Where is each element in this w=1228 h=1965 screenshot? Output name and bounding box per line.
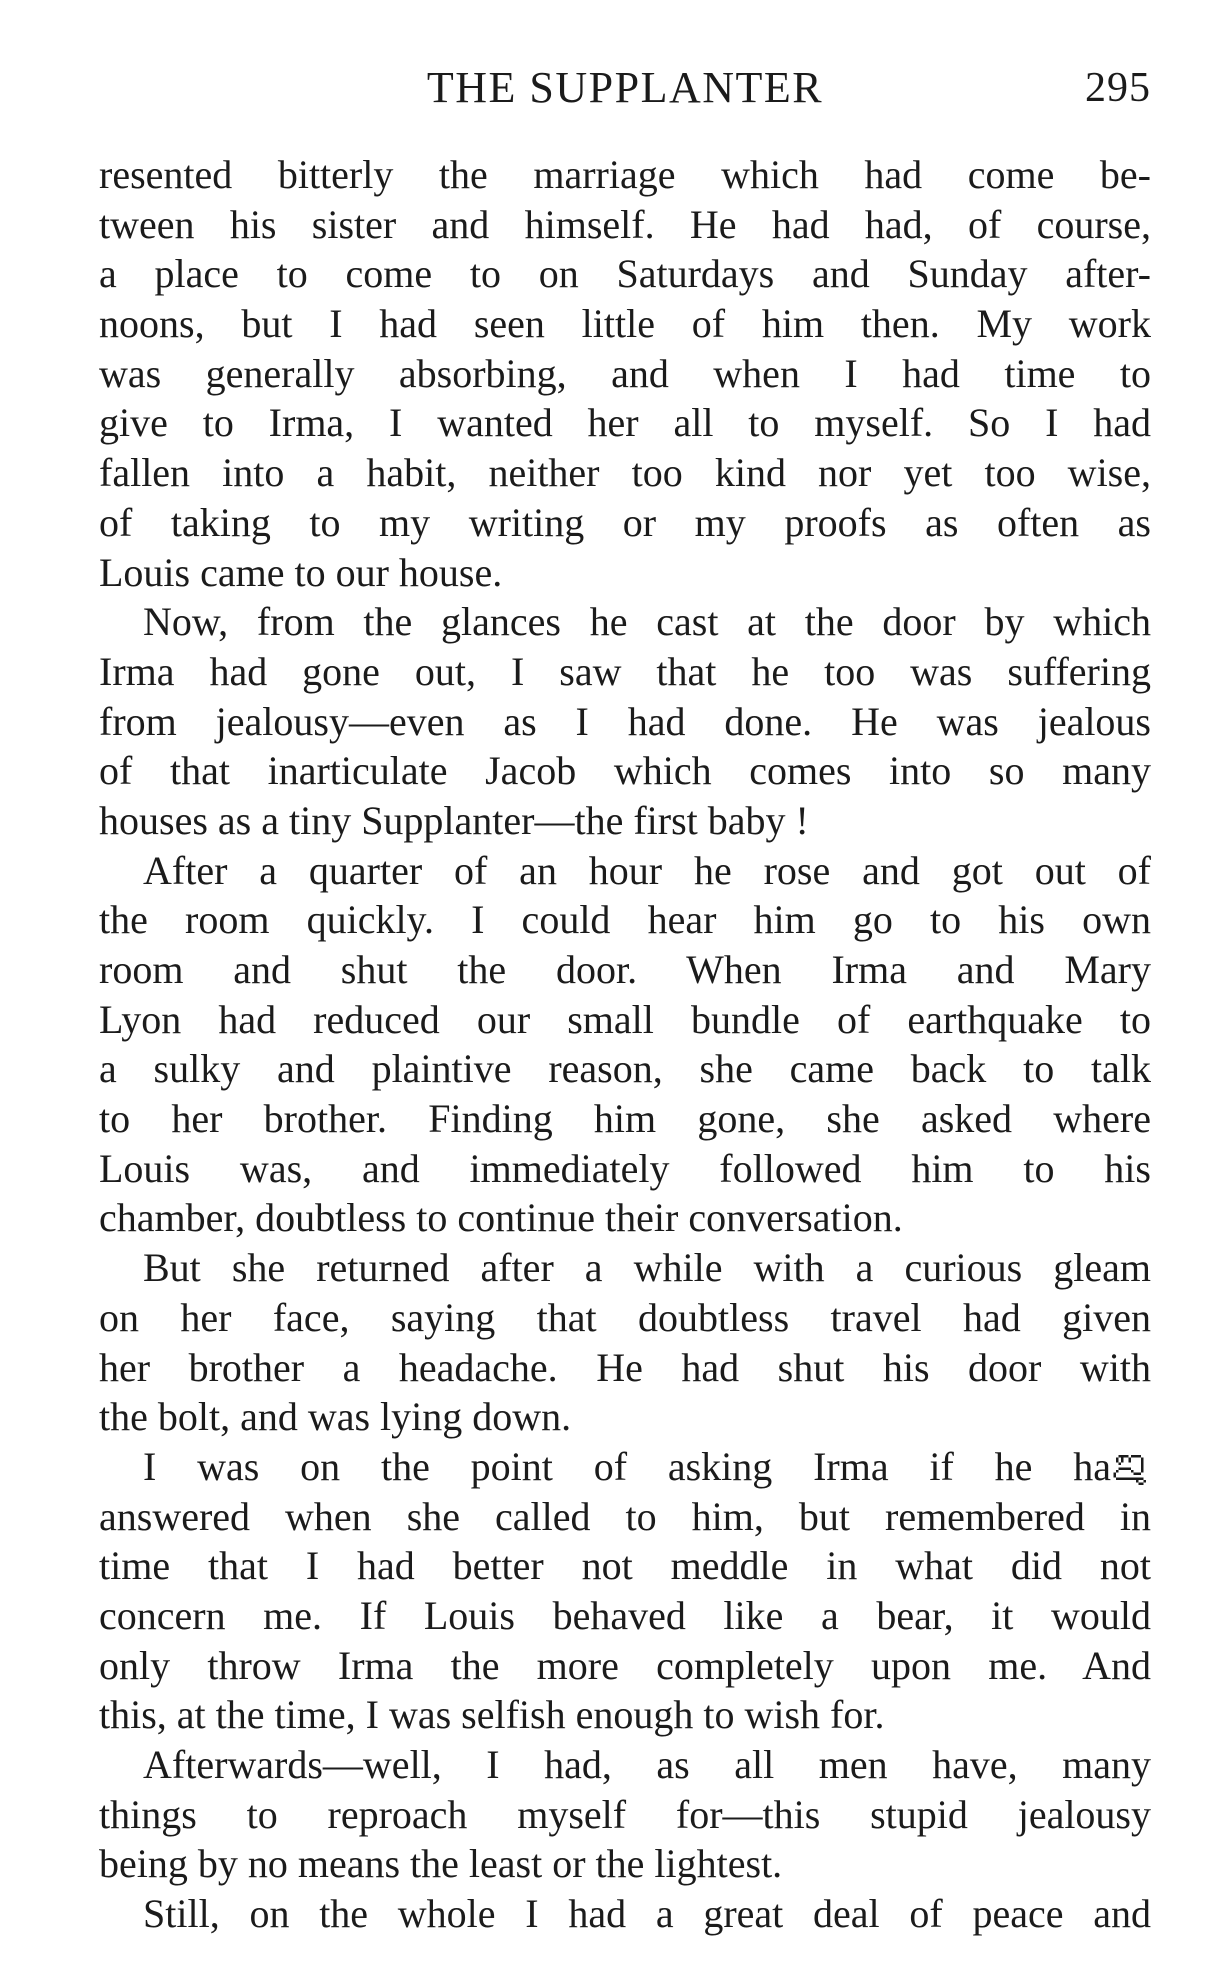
text-line: tween his sister and himself. He had had, of course, — [99, 201, 1151, 247]
paragraph — [99, 597, 1151, 845]
text-line: her brother a headache. He had shut his door with — [99, 1344, 1151, 1390]
text-line: things to reproach myself for—this stupid jealousy — [99, 1791, 1151, 1837]
text-line: a sulky and plaintive reason, she came back to talk — [99, 1046, 1151, 1092]
paragraph — [99, 1442, 1151, 1740]
text-line: Afterwards—well, I had, as all men have, many — [143, 1742, 1151, 1787]
text-line: Irma had gone out, I saw that he too was suffering — [99, 648, 1151, 694]
text-line: houses as a tiny Supplanter—the first baby ! — [99, 797, 809, 843]
text-line: noons, but I had seen little of him then. My work — [99, 301, 1151, 347]
text-line: room and shut the door. When Irma and Mary — [99, 947, 1151, 992]
text-line: concern me. If Louis behaved like a bear, it would — [99, 1592, 1151, 1638]
running-title: THE SUPPLANTER — [426, 63, 824, 112]
text-line: I was on the point of asking Irma if he haࡡ — [143, 1443, 1151, 1489]
text-line: a place to come to on Saturdays and Sunday after- — [99, 251, 1151, 297]
page-number: 295 — [1085, 65, 1151, 111]
text-line: Lyon had reduced our small bundle of earthquake to — [99, 996, 1151, 1042]
text-line: Now, from the glances he cast at the door by which — [143, 599, 1151, 645]
text-line: fallen into a habit, neither too kind nor yet too wise, — [99, 450, 1151, 496]
text-line: Louis came to our house. — [99, 549, 503, 595]
text-line: Louis was, and immediately followed him to his — [99, 1145, 1151, 1191]
text-line: of that inarticulate Jacob which comes into so many — [99, 748, 1151, 794]
text-line: on her face, saying that doubtless travel had given — [99, 1294, 1151, 1340]
text-line: the bolt, and was lying down. — [99, 1394, 572, 1440]
text-line: answered when she called to him, but remembered in — [99, 1493, 1151, 1539]
paragraph — [99, 846, 1151, 1244]
text-line: to her brother. Finding him gone, she asked where — [99, 1096, 1151, 1142]
paragraph — [99, 1740, 1151, 1889]
paragraph — [99, 150, 1151, 597]
text-line: resented bitterly the marriage which had come be- — [99, 152, 1151, 197]
body-text — [99, 150, 1151, 1939]
running-head — [99, 58, 1151, 118]
text-line: give to Irma, I wanted her all to myself. So I had — [99, 400, 1151, 446]
text-line: the room quickly. I could hear him go to his own — [99, 897, 1151, 943]
paragraph — [99, 1889, 1151, 1939]
text-line: After a quarter of an hour he rose and got out of — [143, 847, 1151, 893]
text-line: from jealousy—even as I had done. He was jealous — [99, 698, 1151, 744]
text-line: time that I had better not meddle in what did not — [99, 1543, 1151, 1589]
text-line: was generally absorbing, and when I had time to — [99, 350, 1151, 396]
text-line: this, at the time, I was selfish enough to wish for. — [99, 1692, 885, 1738]
text-line: Still, on the whole I had a great deal of peace and — [143, 1891, 1151, 1937]
text-line: of taking to my writing or my proofs as often as — [99, 499, 1151, 545]
text-line: only throw Irma the more completely upon me. And — [99, 1642, 1151, 1688]
text-line: But she returned after a while with a curious gleam — [143, 1245, 1151, 1291]
paragraph — [99, 1243, 1151, 1442]
text-line: chamber, doubtless to continue their conversation. — [99, 1195, 903, 1241]
text-line: being by no means the least or the lightest. — [99, 1841, 783, 1887]
